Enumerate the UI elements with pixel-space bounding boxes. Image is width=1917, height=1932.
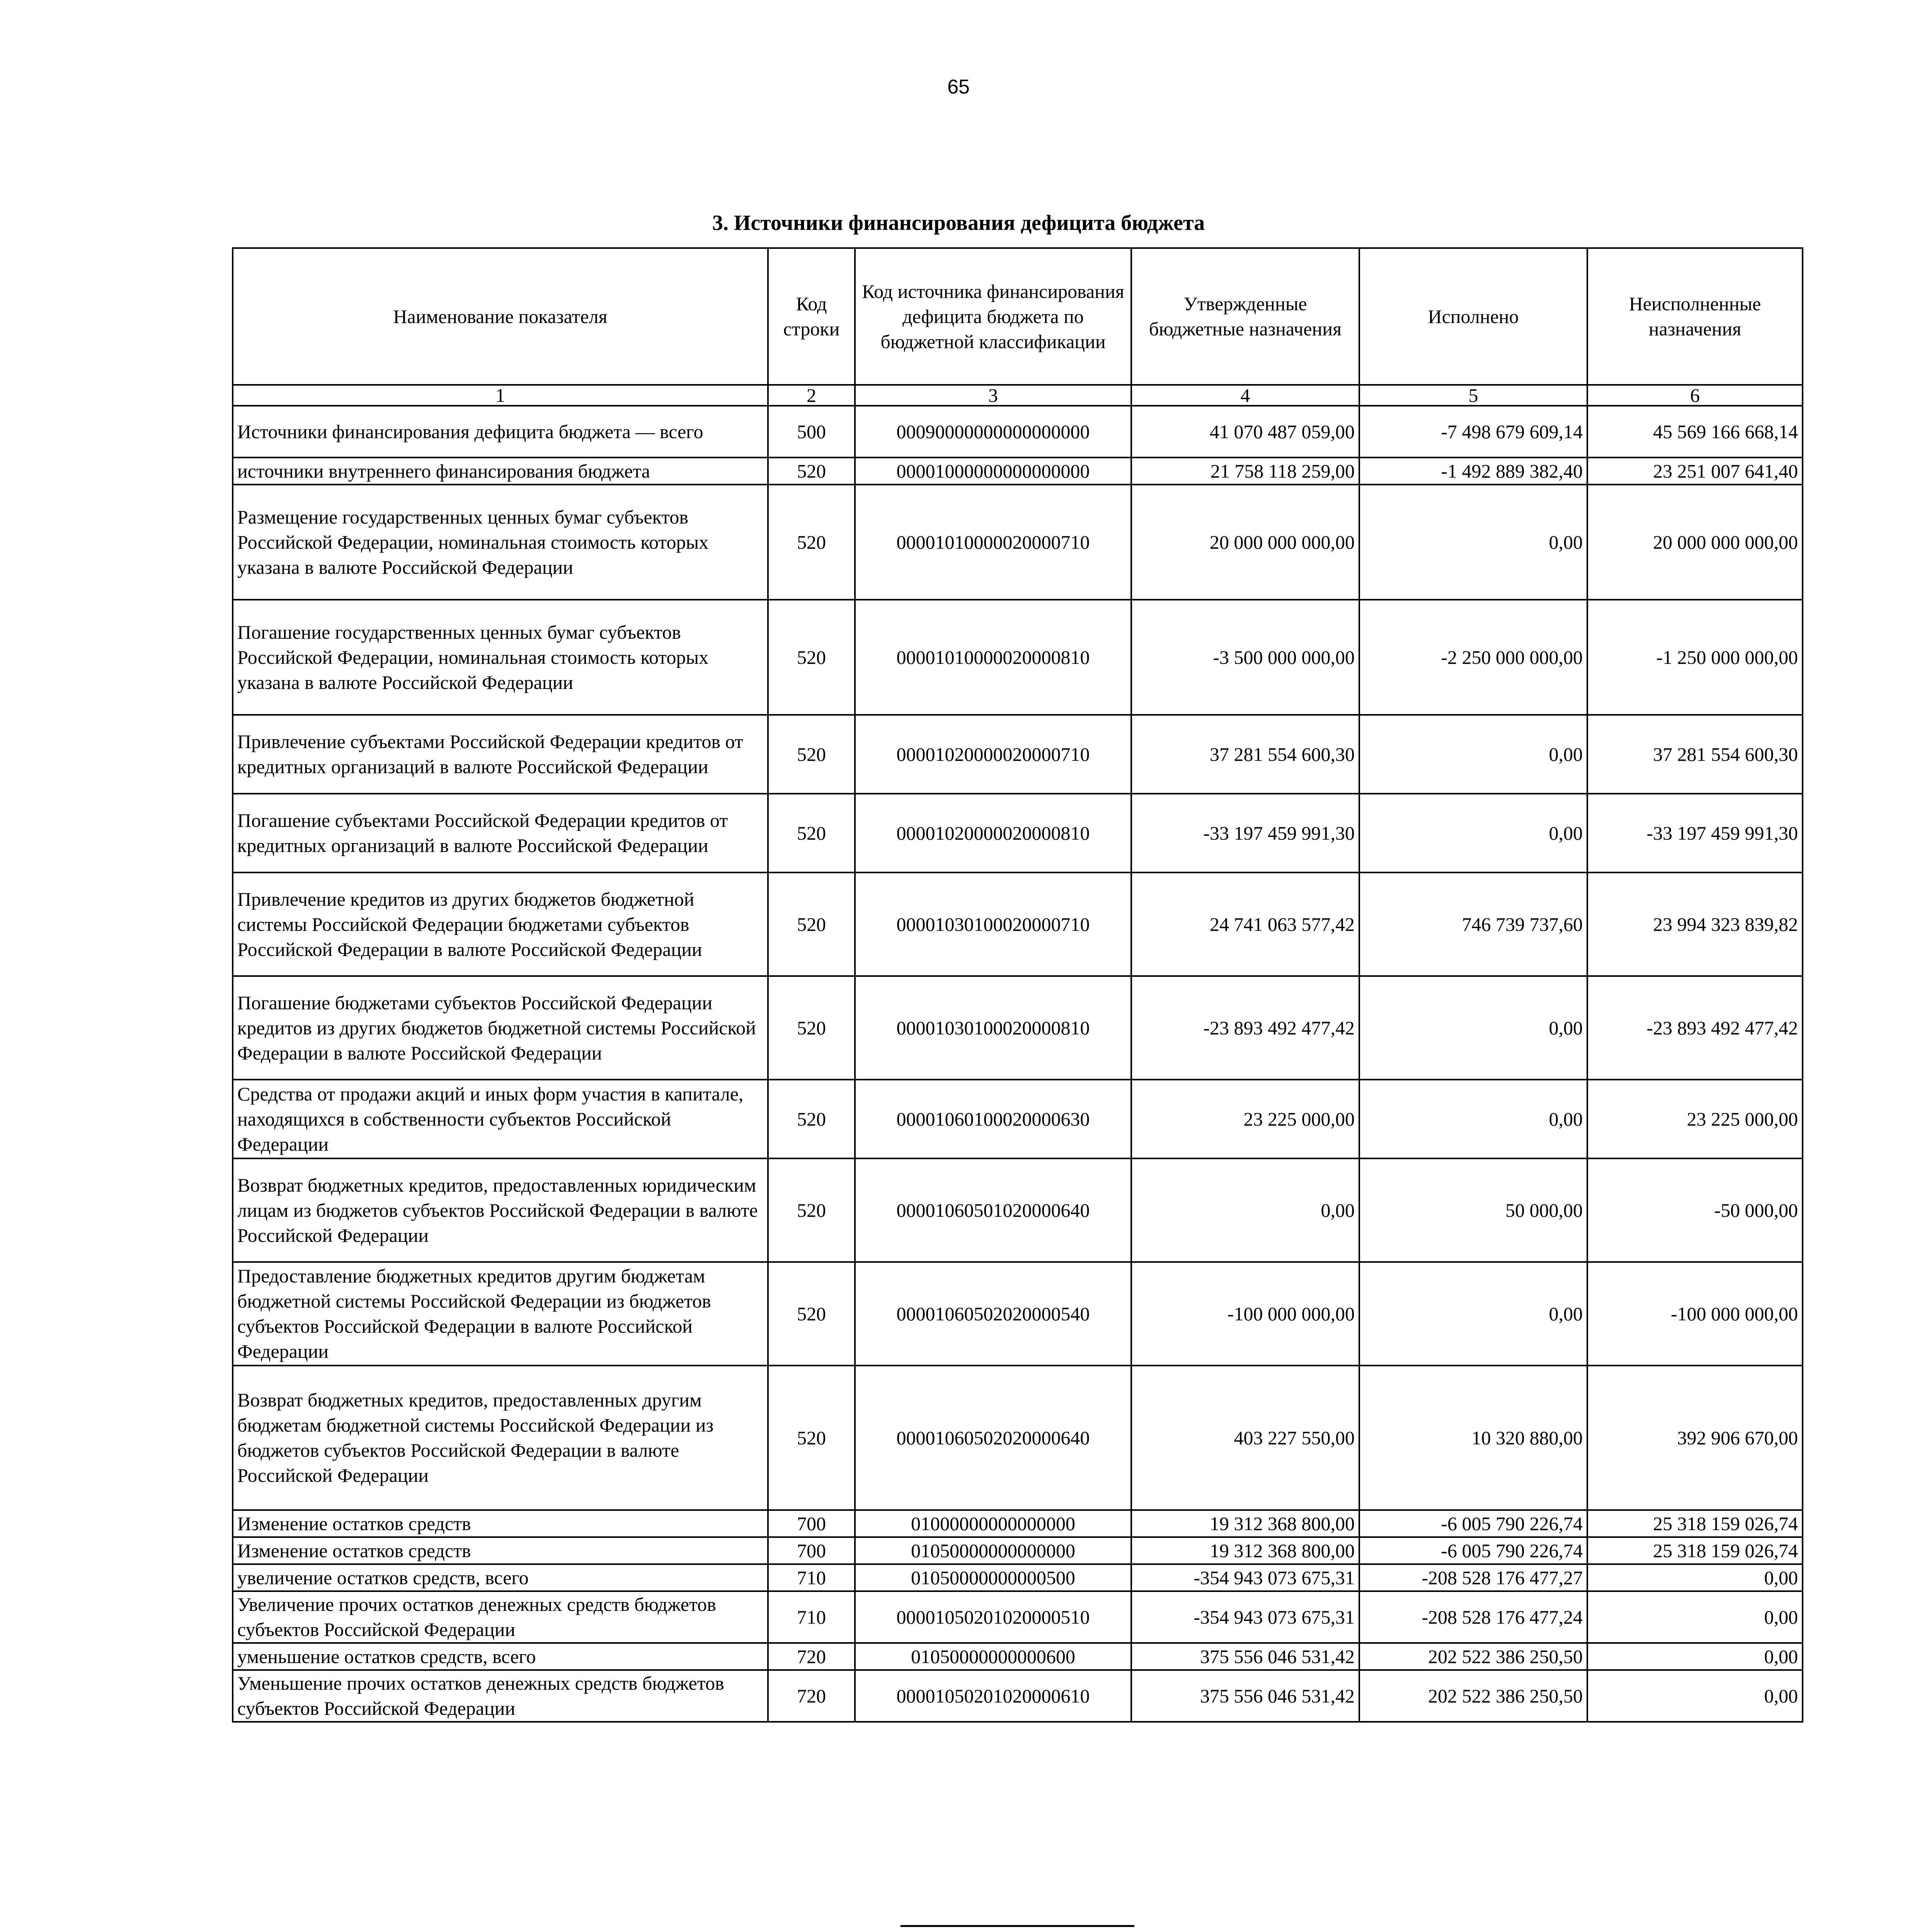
approved-amount: 24 741 063 577,42: [1131, 872, 1359, 976]
indicator-name: Размещение государственных ценных бумаг субъектов Российской Федерации, номинальная стоимость которых указана в валюте Российской Федерации: [233, 485, 768, 600]
source-code: 00001030100020000810: [855, 976, 1131, 1080]
header-approved: Утвержденные бюджетные назначения: [1131, 248, 1359, 385]
header-source-code: Код источника финансирования дефицита бюджета по бюджетной классификации: [855, 248, 1131, 385]
source-code: 00001030100020000710: [855, 872, 1131, 976]
source-code: 00001010000020000810: [855, 600, 1131, 715]
table-row: [233, 1643, 1803, 1670]
column-number: 5: [1359, 385, 1587, 406]
executed-amount: 0,00: [1359, 794, 1587, 872]
line-code: 700: [768, 1510, 855, 1537]
source-code: 00001000000000000000: [855, 457, 1131, 485]
table-row: [233, 794, 1803, 872]
table-row: [233, 872, 1803, 976]
source-code: 00001060501020000640: [855, 1158, 1131, 1262]
indicator-name: уменьшение остатков средств, всего: [233, 1643, 768, 1670]
table-row: [233, 1510, 1803, 1537]
unexecuted-amount: 45 569 166 668,14: [1587, 406, 1803, 457]
table-row: [233, 976, 1803, 1080]
source-code: 01000000000000000: [855, 1510, 1131, 1537]
executed-amount: -208 528 176 477,27: [1359, 1564, 1587, 1591]
indicator-name: увеличение остатков средств, всего: [233, 1564, 768, 1591]
approved-amount: 375 556 046 531,42: [1131, 1670, 1359, 1722]
executed-amount: 50 000,00: [1359, 1158, 1587, 1262]
unexecuted-amount: 0,00: [1587, 1670, 1803, 1722]
approved-amount: 375 556 046 531,42: [1131, 1643, 1359, 1670]
approved-amount: -3 500 000 000,00: [1131, 600, 1359, 715]
line-code: 520: [768, 1080, 855, 1158]
line-code: 520: [768, 457, 855, 485]
indicator-name: источники внутреннего финансирования бюджета: [233, 457, 768, 485]
approved-amount: -33 197 459 991,30: [1131, 794, 1359, 872]
indicator-name: Предоставление бюджетных кредитов другим бюджетам бюджетной системы Российской Федерации из бюджетов субъектов Российской Федерации в валюте Российской Федерации: [233, 1262, 768, 1366]
unexecuted-amount: 392 906 670,00: [1587, 1366, 1803, 1510]
source-code: 01050000000000600: [855, 1643, 1131, 1670]
executed-amount: 10 320 880,00: [1359, 1366, 1587, 1510]
column-number: 4: [1131, 385, 1359, 406]
executed-amount: 0,00: [1359, 715, 1587, 794]
executed-amount: -1 492 889 382,40: [1359, 457, 1587, 485]
source-code: 00090000000000000000: [855, 406, 1131, 457]
table-row: [233, 1591, 1803, 1643]
line-code: 520: [768, 1366, 855, 1510]
unexecuted-amount: 20 000 000 000,00: [1587, 485, 1803, 600]
source-code: 00001020000020000810: [855, 794, 1131, 872]
source-code: 00001060502020000640: [855, 1366, 1131, 1510]
indicator-name: Изменение остатков средств: [233, 1510, 768, 1537]
line-code: 520: [768, 600, 855, 715]
unexecuted-amount: -23 893 492 477,42: [1587, 976, 1803, 1080]
approved-amount: 21 758 118 259,00: [1131, 457, 1359, 485]
approved-amount: 403 227 550,00: [1131, 1366, 1359, 1510]
footer-separator-line: [901, 1925, 1134, 1927]
source-code: 00001050201020000510: [855, 1591, 1131, 1643]
column-number: 1: [233, 385, 768, 406]
line-code: 520: [768, 1262, 855, 1366]
approved-amount: -23 893 492 477,42: [1131, 976, 1359, 1080]
indicator-name: Источники финансирования дефицита бюджета — всего: [233, 406, 768, 457]
unexecuted-amount: -50 000,00: [1587, 1158, 1803, 1262]
line-code: 520: [768, 872, 855, 976]
approved-amount: -354 943 073 675,31: [1131, 1564, 1359, 1591]
line-code: 520: [768, 1158, 855, 1262]
line-code: 520: [768, 976, 855, 1080]
approved-amount: 19 312 368 800,00: [1131, 1537, 1359, 1564]
line-code: 720: [768, 1670, 855, 1722]
line-code: 710: [768, 1591, 855, 1643]
unexecuted-amount: 37 281 554 600,30: [1587, 715, 1803, 794]
unexecuted-amount: 23 225 000,00: [1587, 1080, 1803, 1158]
indicator-name: Изменение остатков средств: [233, 1537, 768, 1564]
table-row: [233, 1366, 1803, 1510]
indicator-name: Погашение субъектами Российской Федерации кредитов от кредитных организаций в валюте Российской Федерации: [233, 794, 768, 872]
source-code: 00001060100020000630: [855, 1080, 1131, 1158]
unexecuted-amount: 25 318 159 026,74: [1587, 1537, 1803, 1564]
table-row: [233, 1670, 1803, 1722]
executed-amount: 202 522 386 250,50: [1359, 1670, 1587, 1722]
table-row: [233, 1080, 1803, 1158]
unexecuted-amount: 0,00: [1587, 1643, 1803, 1670]
executed-amount: 0,00: [1359, 976, 1587, 1080]
executed-amount: 0,00: [1359, 1080, 1587, 1158]
unexecuted-amount: 25 318 159 026,74: [1587, 1510, 1803, 1537]
unexecuted-amount: -100 000 000,00: [1587, 1262, 1803, 1366]
indicator-name: Возврат бюджетных кредитов, предоставленных юридическим лицам из бюджетов субъектов Российской Федерации в валюте Российской Федерации: [233, 1158, 768, 1262]
header-line-code: Код строки: [768, 248, 855, 385]
unexecuted-amount: 23 251 007 641,40: [1587, 457, 1803, 485]
source-code: 00001020000020000710: [855, 715, 1131, 794]
executed-amount: -2 250 000 000,00: [1359, 600, 1587, 715]
table-row: [233, 600, 1803, 715]
table-row: [233, 1537, 1803, 1564]
executed-amount: 0,00: [1359, 1262, 1587, 1366]
line-code: 520: [768, 715, 855, 794]
line-code: 700: [768, 1537, 855, 1564]
table-row: [233, 406, 1803, 457]
executed-amount: 0,00: [1359, 485, 1587, 600]
approved-amount: 37 281 554 600,30: [1131, 715, 1359, 794]
indicator-name: Увеличение прочих остатков денежных средств бюджетов субъектов Российской Федерации: [233, 1591, 768, 1643]
indicator-name: Уменьшение прочих остатков денежных средств бюджетов субъектов Российской Федерации: [233, 1670, 768, 1722]
indicator-name: Возврат бюджетных кредитов, предоставленных другим бюджетам бюджетной системы Российской Федерации из бюджетов субъектов Российской Федерации в валюте Российской Федерации: [233, 1366, 768, 1510]
approved-amount: -100 000 000,00: [1131, 1262, 1359, 1366]
approved-amount: 20 000 000 000,00: [1131, 485, 1359, 600]
column-number-row: [233, 385, 1803, 406]
indicator-name: Привлечение субъектами Российской Федерации кредитов от кредитных организаций в валюте Российской Федерации: [233, 715, 768, 794]
line-code: 520: [768, 485, 855, 600]
executed-amount: -6 005 790 226,74: [1359, 1510, 1587, 1537]
executed-amount: 746 739 737,60: [1359, 872, 1587, 976]
approved-amount: 23 225 000,00: [1131, 1080, 1359, 1158]
table-header-row: [233, 248, 1803, 385]
indicator-name: Привлечение кредитов из других бюджетов бюджетной системы Российской Федерации бюджетами субъектов Российской Федерации в валюте Российской Федерации: [233, 872, 768, 976]
table-row: [233, 1262, 1803, 1366]
source-code: 00001060502020000540: [855, 1262, 1131, 1366]
unexecuted-amount: -33 197 459 991,30: [1587, 794, 1803, 872]
source-code: 01050000000000000: [855, 1537, 1131, 1564]
table-row: [233, 715, 1803, 794]
executed-amount: 202 522 386 250,50: [1359, 1643, 1587, 1670]
approved-amount: 0,00: [1131, 1158, 1359, 1262]
executed-amount: -7 498 679 609,14: [1359, 406, 1587, 457]
unexecuted-amount: 0,00: [1587, 1591, 1803, 1643]
line-code: 720: [768, 1643, 855, 1670]
line-code: 520: [768, 794, 855, 872]
source-code: 00001050201020000610: [855, 1670, 1131, 1722]
table-row: [233, 1564, 1803, 1591]
source-code: 01050000000000500: [855, 1564, 1131, 1591]
header-indicator-name: Наименование показателя: [233, 248, 768, 385]
financing-sources-table: [232, 247, 1803, 1723]
source-code: 00001010000020000710: [855, 485, 1131, 600]
unexecuted-amount: 0,00: [1587, 1564, 1803, 1591]
column-number: 3: [855, 385, 1131, 406]
unexecuted-amount: 23 994 323 839,82: [1587, 872, 1803, 976]
header-unexecuted: Неисполненные назначения: [1587, 248, 1803, 385]
unexecuted-amount: -1 250 000 000,00: [1587, 600, 1803, 715]
executed-amount: -208 528 176 477,24: [1359, 1591, 1587, 1643]
column-number: 2: [768, 385, 855, 406]
header-executed: Исполнено: [1359, 248, 1587, 385]
line-code: 710: [768, 1564, 855, 1591]
column-number: 6: [1587, 385, 1803, 406]
page-number: 65: [947, 76, 970, 98]
approved-amount: -354 943 073 675,31: [1131, 1591, 1359, 1643]
table-body: [233, 406, 1803, 1722]
section-title: 3. Источники финансирования дефицита бюджета: [712, 211, 1205, 235]
table-row: [233, 1158, 1803, 1262]
indicator-name: Средства от продажи акций и иных форм участия в капитале, находящихся в собственности субъектов Российской Федерации: [233, 1080, 768, 1158]
executed-amount: -6 005 790 226,74: [1359, 1537, 1587, 1564]
approved-amount: 19 312 368 800,00: [1131, 1510, 1359, 1537]
table-row: [233, 485, 1803, 600]
indicator-name: Погашение бюджетами субъектов Российской Федерации кредитов из других бюджетов бюджетной системы Российской Федерации в валюте Российской Федерации: [233, 976, 768, 1080]
indicator-name: Погашение государственных ценных бумаг субъектов Российской Федерации, номинальная стоимость которых указана в валюте Российской Федерации: [233, 600, 768, 715]
table-row: [233, 457, 1803, 485]
line-code: 500: [768, 406, 855, 457]
approved-amount: 41 070 487 059,00: [1131, 406, 1359, 457]
